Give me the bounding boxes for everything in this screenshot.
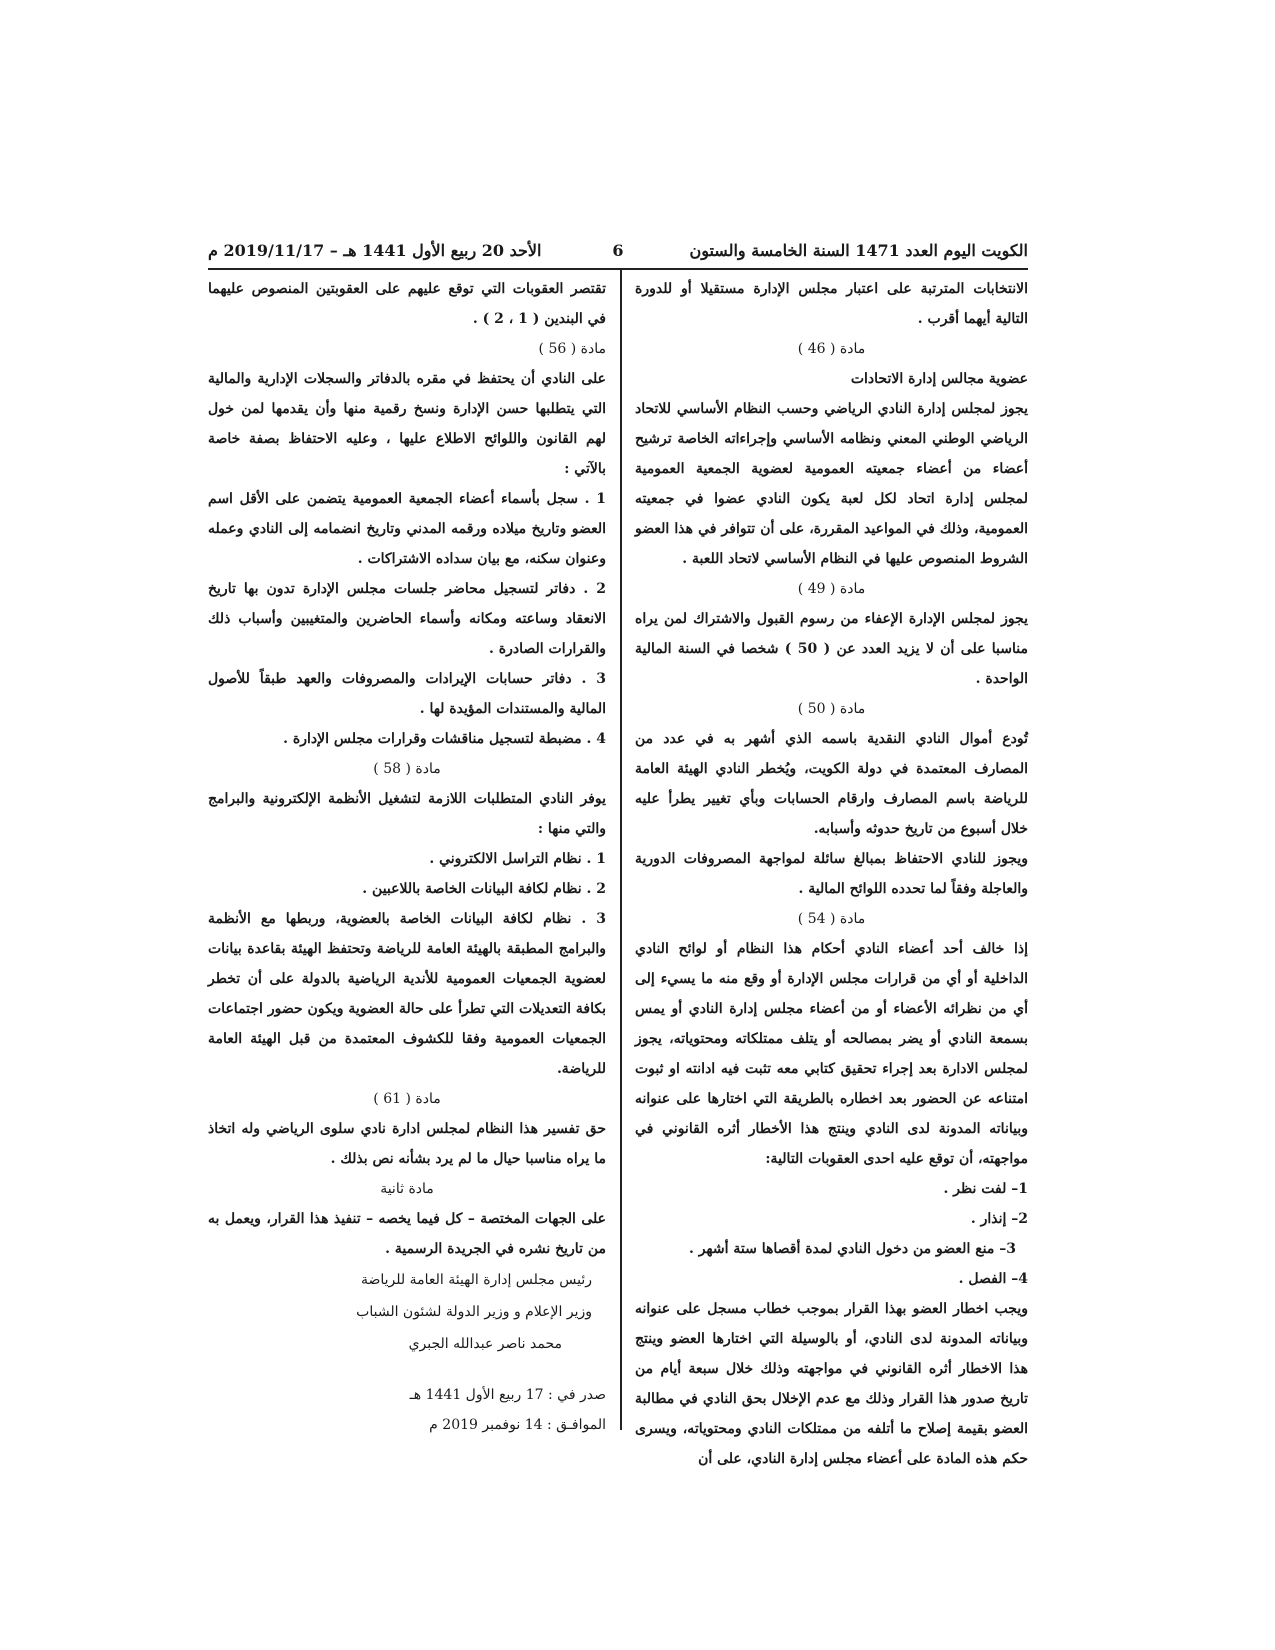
article-heading: مادة ( 61 ) <box>373 1091 441 1107</box>
penalty-item: 1– لفت نظر . <box>943 1181 1028 1197</box>
list-item: 2 . نظام لكافة البيانات الخاصة باللاعبين . <box>362 881 606 897</box>
paragraph: يجوز لمجلس إدارة النادي الرياضي وحسب النظام الأساسي للاتحاد الرياضي الوطني المعني ونظامه الأساسي وإجراءاته الخاصة ترشيح أعضاء من أعضاء جمعيته العمومية لعضوية الجمعية العمومية لمجلس إدارة اتحاد لكل لعبة يكون النادي عضوا في جمعيته العمومية، وذلك في المواعيد المقررة، على أن تتوافر في هذا العضو الشروط المنصوص عليها في النظام الأساسي لاتحاد اللعبة . <box>635 401 1028 567</box>
list-item: 3 . دفاتر حسابات الإيرادات والمصروفات والعهد طبقاً للأصول المالية والمستندات المؤيدة لها . <box>208 671 606 717</box>
article-heading: مادة ( 58 ) <box>373 761 441 777</box>
paragraph: إذا خالف أحد أعضاء النادي أحكام هذا النظام أو لوائح النادي الداخلية أو أي من قرارات مجلس الإدارة أو وقع منه ما يسيء إلى أي من نظرائه الأعضاء أو من أعضاء مجلس إدارة النادي أو يمس بسمعة النادي أو يضر بمصالحه أو يتلف ممتلكاته ومحتوياته، يجوز لمجلس الادارة بعد إجراء تحقيق كتابي معه تثبت فيه ادانته او ثبوت امتناعه عن الحضور بعد اخطاره بالطريقة التي اختارها على عنوانه وبياناته المدونة لدى النادي وينتج هذا الأخطار أثره القانوني في مواجهته، أن توقع عليه احدى العقوبات التالية: <box>635 941 1028 1167</box>
list-item: 1 . نظام التراسل الالكتروني . <box>429 851 606 867</box>
issue-date-hijri: صدر في : 17 ربيع الأول 1441 هـ <box>409 1387 606 1403</box>
paragraph: ويجب اخطار العضو بهذا القرار بموجب خطاب مسجل على عنوانه وبياناته المدونة لدى النادي، أو بالوسيلة التي اختارها العضو وينتج هذا الاخطار أثره القانوني في مواجهته وذلك خلال سبعة أيام من تاريخ صدور هذا القرار وذلك مع عدم الإخلال بحق النادي في مطالبة العضو بقيمة إصلاح ما أتلفه من ممتلكات النادي ومحتوياته، ويسرى حكم هذه المادة على أعضاء مجلس إدارة النادي، على أن <box>635 1301 1028 1467</box>
article-heading: مادة ( 50 ) <box>797 701 866 717</box>
column-divider <box>620 268 622 1430</box>
page-number: 6 <box>612 241 624 260</box>
paragraph: حق تفسير هذا النظام لمجلس ادارة نادي سلوى الرياضي وله اتخاذ ما يراه مناسبا حيال ما لم يرد بشأنه نص بذلك . <box>208 1121 606 1167</box>
penalty-item: 3– منع العضو من دخول النادي لمدة أقصاها ستة أشهر . <box>688 1241 1016 1257</box>
paragraph: ويجوز للنادي الاحتفاظ بمبالغ سائلة لمواجهة المصروفات الدورية والعاجلة وفقاً لما تحدده اللوائح المالية . <box>635 851 1028 897</box>
paragraph: على النادي أن يحتفظ في مقره بالدفاتر والسجلات الإدارية والمالية التي يتطلبها حسن الإدارة ونسخ رقمية منها وأن يقدمها لمن خول لهم القانون واللوائح الاطلاع عليها ، وعليه الاحتفاظ بصفة خاصة بالآتي : <box>208 371 606 477</box>
signatory-title: رئيس مجلس إدارة الهيئة العامة للرياضة <box>360 1272 592 1288</box>
article-heading: مادة ( 49 ) <box>797 581 866 597</box>
paragraph: تقتصر العقوبات التي توقع عليهم على العقوبتين المنصوص عليهما في البندين ( 1 ، 2 ) . <box>208 281 606 327</box>
list-item: 1 . سجل بأسماء أعضاء الجمعية العمومية يتضمن على الأقل اسم العضو وتاريخ ميلاده ورقمه المدني وتاريخ انضمامه إلى النادي وعمله وعنوان سكنه، مع بيان سداده الاشتراكات . <box>208 491 606 567</box>
paragraph: على الجهات المختصة – كل فيما يخصه – تنفيذ هذا القرار، ويعمل به من تاريخ نشره في الجريدة الرسمية . <box>208 1211 606 1257</box>
penalty-item: 4– الفصل . <box>958 1271 1028 1287</box>
issue-date-gregorian: الموافـق : 14 نوفمبر 2019 م <box>429 1417 606 1433</box>
section-title: عضوية مجالس إدارة الاتحادات <box>850 371 1028 387</box>
paragraph: الانتخابات المترتبة على اعتبار مجلس الإدارة مستقيلا أو للدورة التالية أيهما أقرب . <box>635 281 1028 327</box>
left-column <box>208 274 606 1440</box>
article-heading: مادة ( 54 ) <box>797 911 866 927</box>
article-heading: مادة ثانية <box>380 1181 434 1197</box>
signatory-name: محمد ناصر عبدالله الجبري <box>408 1336 562 1352</box>
page-header <box>208 238 1028 270</box>
paragraph: تُودع أموال النادي النقدية باسمه الذي أشهر به في عدد من المصارف المعتمدة في دولة الكويت، ويُخطر النادي الهيئة العامة للرياضة باسم المصارف وارقام الحسابات وبأي تغيير يطرأ عليه خلال أسبوع من تاريخ حدوثه وأسبابه. <box>635 731 1028 837</box>
list-item: 3 . نظام لكافة البيانات الخاصة بالعضوية، وربطها مع الأنظمة والبرامج المطبقة بالهيئة العامة للرياضة وتحتفظ الهيئة بقاعدة بيانات لعضوية الجمعيات العمومية للأندية الرياضية بالدولة على أن تخطر بكافة التعديلات التي تطرأ على حالة العضوية ويكون حضور اجتماعات الجمعيات العمومية وفقا للكشوف المعتمدة من قبل الهيئة العامة للرياضة. <box>208 911 606 1077</box>
header-date: الأحد 20 ربيع الأول 1441 هـ – 2019/11/17 م <box>208 241 542 260</box>
list-item: 2 . دفاتر لتسجيل محاضر جلسات مجلس الإدارة تدون بها تاريخ الانعقاد وساعته ومكانه وأسماء الحاضرين والمتغيبين وأسباب ذلك والقرارات الصادرة . <box>208 581 606 657</box>
right-column <box>635 274 1028 1474</box>
penalty-item: 2– إنذار . <box>970 1211 1028 1227</box>
paragraph: يوفر النادي المتطلبات اللازمة لتشغيل الأنظمة الإلكترونية والبرامج والتي منها : <box>208 791 606 837</box>
paragraph: يجوز لمجلس الإدارة الإعفاء من رسوم القبول والاشتراك لمن يراه مناسبا على أن لا يزيد العدد عن ( 50 ) شخصا في السنة المالية الواحدة . <box>635 611 1028 687</box>
article-heading: مادة ( 56 ) <box>538 341 606 357</box>
list-item: 4 . مضبطة لتسجيل مناقشات وقرارات مجلس الإدارة . <box>283 731 606 747</box>
signatory-title: وزير الإعلام و وزير الدولة لشئون الشباب <box>356 1304 592 1320</box>
header-issue-info: الكويت اليوم العدد 1471 السنة الخامسة والستون <box>689 241 1028 260</box>
article-heading: مادة ( 46 ) <box>797 341 866 357</box>
